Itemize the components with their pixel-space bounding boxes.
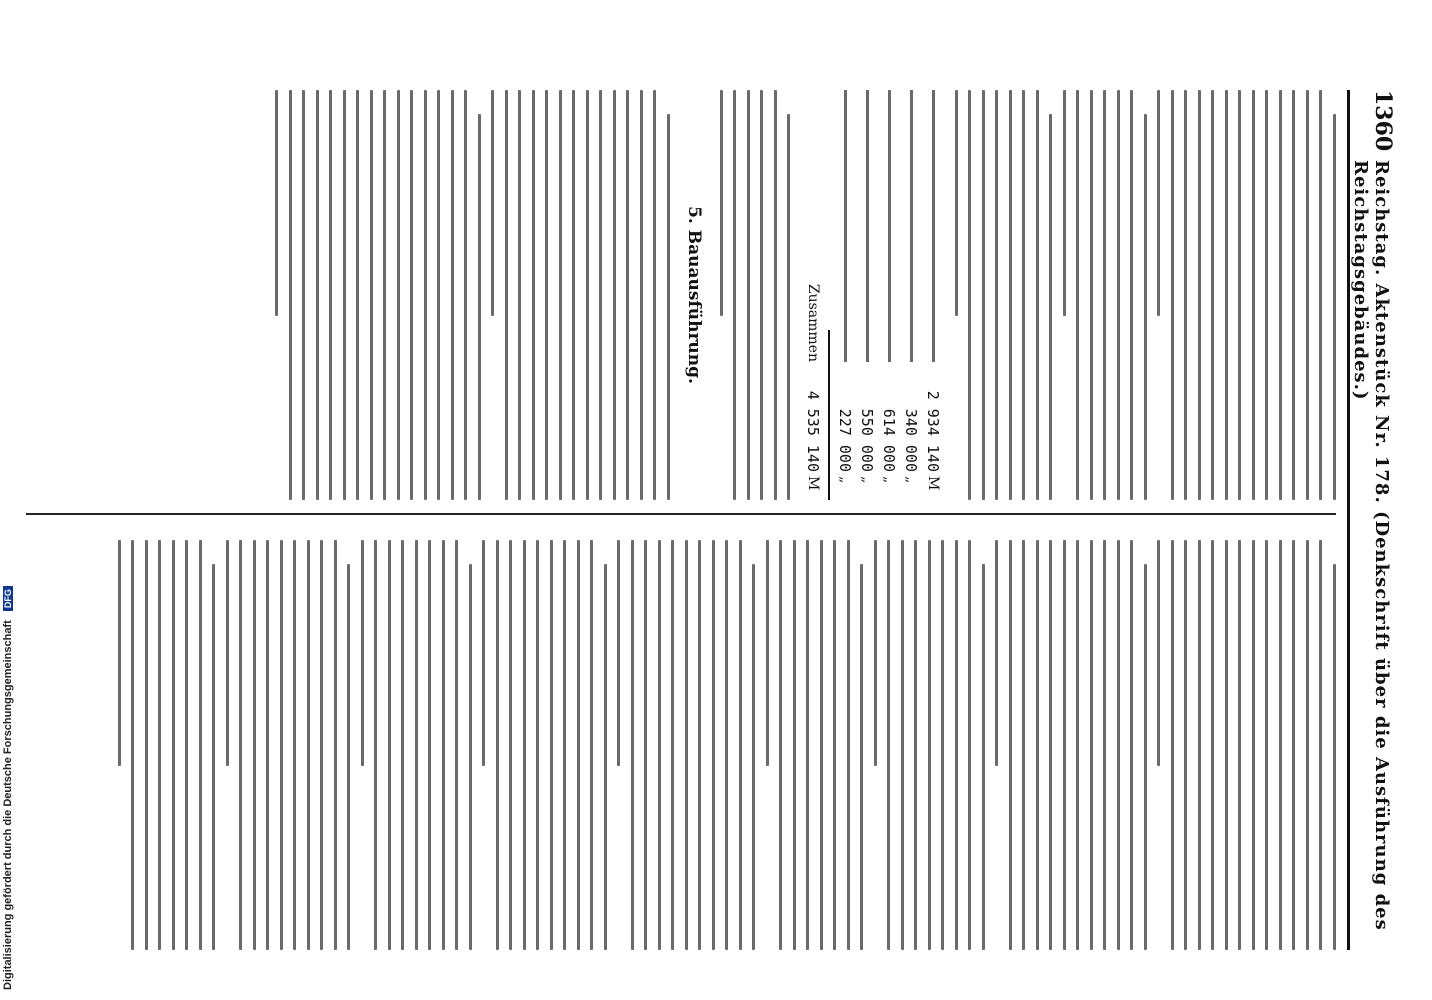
text-line-placeholder <box>1306 540 1309 950</box>
text-line-placeholder <box>559 90 562 500</box>
right-column <box>26 540 1336 950</box>
text-line-placeholder <box>510 540 513 950</box>
table-row <box>879 90 901 500</box>
text-line-placeholder <box>361 540 364 766</box>
left-paragraphs-bottom <box>276 90 671 500</box>
text-line-placeholder <box>788 114 791 500</box>
text-line-placeholder <box>303 90 306 500</box>
total-value: 4 535 140 <box>804 390 823 472</box>
text-line-placeholder <box>1225 90 1228 500</box>
text-line-placeholder <box>613 90 616 500</box>
text-line-placeholder <box>1320 90 1323 500</box>
text-line-placeholder <box>546 90 549 500</box>
right-paragraphs <box>118 540 1336 950</box>
text-line-placeholder <box>307 540 310 950</box>
text-line-placeholder <box>1063 90 1066 316</box>
page-header <box>1350 90 1396 950</box>
text-line-placeholder <box>375 540 378 950</box>
text-line-placeholder <box>577 540 580 950</box>
text-line-placeholder <box>492 90 495 316</box>
table-row <box>857 90 879 500</box>
row-value: 614 000 <box>880 408 899 472</box>
text-line-placeholder <box>1198 540 1201 950</box>
text-line-placeholder <box>1009 540 1012 950</box>
row-unit: „ <box>859 476 876 484</box>
text-line-placeholder <box>505 90 508 500</box>
left-column <box>26 90 1336 500</box>
text-line-placeholder <box>402 540 405 950</box>
text-line-placeholder <box>631 540 634 950</box>
text-line-placeholder <box>415 540 418 950</box>
text-line-placeholder <box>1320 540 1323 950</box>
text-line-placeholder <box>397 90 400 500</box>
text-line-placeholder <box>370 90 373 500</box>
text-line-placeholder <box>928 540 931 950</box>
text-line-placeholder <box>159 540 162 950</box>
text-line-placeholder <box>442 540 445 950</box>
text-line-placeholder <box>186 540 189 950</box>
text-line-placeholder <box>955 90 958 316</box>
text-line-placeholder <box>388 540 391 950</box>
text-line-placeholder <box>699 540 702 950</box>
text-line-placeholder <box>573 90 576 500</box>
text-line-placeholder <box>753 564 756 950</box>
text-line-placeholder <box>334 540 337 950</box>
text-line-placeholder <box>411 90 414 500</box>
table-row <box>835 90 857 500</box>
row-label <box>888 90 891 362</box>
row-label <box>910 90 913 362</box>
row-value: 550 000 <box>858 408 877 472</box>
dfg-logo: DFG <box>3 586 13 611</box>
text-line-placeholder <box>1279 540 1282 950</box>
text-line-placeholder <box>523 540 526 950</box>
text-line-placeholder <box>321 540 324 950</box>
text-line-placeholder <box>496 540 499 950</box>
text-line-placeholder <box>294 540 297 950</box>
text-line-placeholder <box>766 540 769 766</box>
text-line-placeholder <box>132 540 135 950</box>
text-line-placeholder <box>667 114 670 500</box>
text-line-placeholder <box>982 90 985 500</box>
text-line-placeholder <box>1090 540 1093 950</box>
text-line-placeholder <box>118 540 121 766</box>
text-line-placeholder <box>483 540 486 766</box>
text-line-placeholder <box>774 90 777 500</box>
text-line-placeholder <box>429 540 432 950</box>
text-line-placeholder <box>586 90 589 500</box>
text-line-placeholder <box>627 90 630 500</box>
text-line-placeholder <box>1158 90 1161 316</box>
text-line-placeholder <box>199 540 202 950</box>
text-line-placeholder <box>348 564 351 950</box>
text-line-placeholder <box>1023 90 1026 500</box>
text-line-placeholder <box>734 90 737 500</box>
row-value: 2 934 140 <box>924 390 943 472</box>
text-line-placeholder <box>1279 90 1282 500</box>
running-title: Reichstag. Aktenstück Nr. 178. (Denkschrift über die Ausführung des Reichstagsgebäudes.) <box>1350 160 1392 931</box>
row-unit: „ <box>837 476 854 484</box>
text-line-placeholder <box>969 540 972 950</box>
text-line-placeholder <box>712 540 715 950</box>
text-line-placeholder <box>226 540 229 766</box>
table-row <box>923 90 945 500</box>
text-line-placeholder <box>1212 90 1215 500</box>
left-paragraphs-middle <box>720 90 791 500</box>
text-line-placeholder <box>996 90 999 500</box>
text-line-placeholder <box>1225 540 1228 950</box>
row-value: 340 000 <box>902 408 921 472</box>
text-line-placeholder <box>672 540 675 950</box>
text-line-placeholder <box>1293 540 1296 950</box>
text-line-placeholder <box>564 540 567 950</box>
text-line-placeholder <box>820 540 823 950</box>
text-line-placeholder <box>861 564 864 950</box>
text-line-placeholder <box>888 540 891 950</box>
text-line-placeholder <box>982 564 985 950</box>
text-line-placeholder <box>1293 90 1296 500</box>
table-total-row <box>803 90 825 500</box>
text-line-placeholder <box>384 90 387 500</box>
text-line-placeholder <box>1144 114 1147 500</box>
text-line-placeholder <box>1131 90 1134 500</box>
text-line-placeholder <box>1239 540 1242 950</box>
text-line-placeholder <box>330 90 333 500</box>
text-line-placeholder <box>1185 90 1188 500</box>
text-line-placeholder <box>1171 540 1174 950</box>
text-line-placeholder <box>469 564 472 950</box>
text-line-placeholder <box>276 90 279 316</box>
text-line-placeholder <box>1185 540 1188 950</box>
text-line-placeholder <box>145 540 148 950</box>
text-line-placeholder <box>289 90 292 500</box>
text-line-placeholder <box>1266 90 1269 500</box>
text-line-placeholder <box>465 90 468 500</box>
text-line-placeholder <box>316 90 319 500</box>
text-line-placeholder <box>537 540 540 950</box>
text-line-placeholder <box>1252 540 1255 950</box>
text-line-placeholder <box>240 540 243 950</box>
text-line-placeholder <box>1036 540 1039 950</box>
text-line-placeholder <box>1050 114 1053 500</box>
text-line-placeholder <box>1104 540 1107 950</box>
text-line-placeholder <box>213 564 216 950</box>
text-line-placeholder <box>1198 90 1201 500</box>
text-line-placeholder <box>451 90 454 500</box>
text-line-placeholder <box>172 540 175 950</box>
text-line-placeholder <box>591 540 594 950</box>
header-rule <box>1347 90 1350 950</box>
text-line-placeholder <box>793 540 796 950</box>
text-line-placeholder <box>1171 90 1174 500</box>
text-line-placeholder <box>1090 90 1093 500</box>
row-value: 227 000 <box>836 408 855 472</box>
row-label <box>932 90 935 362</box>
column-rule <box>26 513 1336 515</box>
text-line-placeholder <box>780 540 783 950</box>
row-label <box>866 90 869 362</box>
text-line-placeholder <box>807 540 810 950</box>
text-line-placeholder <box>1104 90 1107 500</box>
row-unit: M <box>925 476 942 491</box>
text-line-placeholder <box>901 540 904 950</box>
text-line-placeholder <box>1212 540 1215 950</box>
text-line-placeholder <box>874 540 877 766</box>
text-line-placeholder <box>915 540 918 950</box>
text-line-placeholder <box>618 540 621 766</box>
text-line-placeholder <box>761 90 764 500</box>
text-line-placeholder <box>1131 540 1134 950</box>
text-line-placeholder <box>640 90 643 500</box>
text-line-placeholder <box>1252 90 1255 500</box>
text-line-placeholder <box>1077 540 1080 950</box>
text-line-placeholder <box>1036 90 1039 500</box>
text-line-placeholder <box>834 540 837 950</box>
text-line-placeholder <box>1144 564 1147 950</box>
text-line-placeholder <box>645 540 648 950</box>
text-line-placeholder <box>739 540 742 950</box>
text-line-placeholder <box>456 540 459 950</box>
text-line-placeholder <box>532 90 535 500</box>
text-line-placeholder <box>1117 540 1120 950</box>
text-line-placeholder <box>658 540 661 950</box>
table-row <box>901 90 923 500</box>
cost-table <box>803 90 945 500</box>
text-line-placeholder <box>267 540 270 950</box>
text-line-placeholder <box>1266 540 1269 950</box>
text-line-placeholder <box>438 90 441 500</box>
row-unit: „ <box>881 476 898 484</box>
text-line-placeholder <box>604 564 607 950</box>
text-line-placeholder <box>600 90 603 500</box>
text-line-placeholder <box>1333 564 1336 950</box>
section-heading: 5. Bauausführung. <box>684 206 704 384</box>
sum-rule <box>829 330 831 500</box>
text-line-placeholder <box>969 90 972 500</box>
text-line-placeholder <box>253 540 256 950</box>
text-line-placeholder <box>1063 540 1066 950</box>
text-line-placeholder <box>519 90 522 500</box>
text-line-placeholder <box>1077 90 1080 500</box>
text-line-placeholder <box>955 540 958 950</box>
text-line-placeholder <box>720 90 723 316</box>
text-line-placeholder <box>1239 90 1242 500</box>
text-line-placeholder <box>747 90 750 500</box>
text-line-placeholder <box>280 540 283 950</box>
text-line-placeholder <box>1050 540 1053 950</box>
row-label <box>844 90 847 362</box>
text-line-placeholder <box>996 540 999 766</box>
page-number: 1360 <box>1370 90 1396 152</box>
total-label: Zusammen <box>805 283 822 362</box>
text-line-placeholder <box>1306 90 1309 500</box>
text-line-placeholder <box>1158 540 1161 766</box>
row-unit: „ <box>903 476 920 484</box>
text-line-placeholder <box>550 540 553 950</box>
text-line-placeholder <box>847 540 850 950</box>
text-line-placeholder <box>726 540 729 950</box>
footer-credit-text: Digitalisierung gefördert durch die Deutsche Forschungsgemeinschaft <box>2 620 14 990</box>
text-line-placeholder <box>685 540 688 950</box>
total-unit: M <box>805 476 822 491</box>
text-line-placeholder <box>942 540 945 950</box>
text-line-placeholder <box>1009 90 1012 500</box>
text-line-placeholder <box>654 90 657 500</box>
text-line-placeholder <box>424 90 427 500</box>
text-line-placeholder <box>1333 114 1336 500</box>
text-line-placeholder <box>1023 540 1026 950</box>
text-line-placeholder <box>1117 90 1120 500</box>
left-paragraphs-top <box>955 90 1336 500</box>
text-line-placeholder <box>343 90 346 500</box>
text-line-placeholder <box>357 90 360 500</box>
text-line-placeholder <box>478 114 481 500</box>
